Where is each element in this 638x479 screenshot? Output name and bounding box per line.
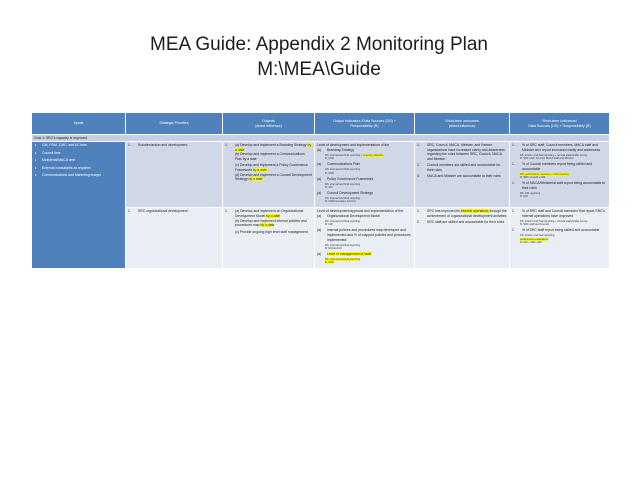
output-b: (b) Develop and implement internal policies and procedures map by a date [235,218,307,228]
list-item: ♦ GM, PDM, CMC, and AC time [42,143,123,148]
goal-label: Goal 1: SRC’s capacity is improved [32,135,610,142]
output-indicators-cell: Level of development and implementation of the (a) Branding Strategy DS: internal and final reporting + ongoing reflection R: CMC (a) Communications Plan DS: internal and final reporting R: CMC (a) Policy Governance Framework DS: internal and final reporting R: GM (a) Council Development Strategy DS: internal and final reporting R: GM/Consultant, AC/cnsl [315,141,415,207]
output-b: (b) Develop and implement a Communications Plan by a date [235,152,305,161]
short-term-outcomes-cell: 1. SRC, Council, MACA, Minister, and Partner organizations have increased clarity and awareness regarding the roles between SRC, Council, MACA, and Minister 2. Council members are skilled and accountable for their roles 3. MACA and Minister are accountable to their roles [415,141,510,207]
list-item: ♦ Communications and Marketing budget [42,173,123,178]
output-indicators-cell: Level of development/approval and implementation of the: (a) Organizational Development Model DS: internal and final reporting R: GM (a) Internal policies and procedures map developed and implemented and % of mapped policies and procedures implemented DS: internal and final reporting R: GM and AC (a) Level of management of staff DS: internal and final reporting R: GM? [315,207,415,268]
document-title [0,32,638,82]
title-line-2: M:\MEA\Guide [257,59,381,80]
short-term-outcomes-cell: 1. SRC has improved its internal operations through the achievement of organizational development activities 2. SRC staff are skilled and accountable for their roles [415,207,510,268]
strategic-priority-text: SRC organizational development [138,209,188,214]
output-a: (a) Develop and implement a Branding Strategy by a date [235,143,312,152]
outputs-cell: 1. (a) Develop and implement a Branding Strategy by a date (b) Develop and implement a Communications Plan by a date (c) Develop and implement a Policy Governance Framework by a date (d) Develop and implement a Council Development Strategy by a date [223,141,315,207]
monitoring-plan-table [31,112,609,269]
table-row-1 [32,141,610,207]
short-term-indicators-cell: 1. % of SRC staff, Council members, MACA staff and Minister who report increased clarity and awareness DS: interim and final reporting + annual stakeholder survey R: SRC staff, Council, MACA staff and Minister 1. % of Council members report being skilled and accountable DS: performance reporting + GM reporting R: SRC Council + GM 1. % of MACA/Ministerial staff report being accountable to their roles DS: GM reporting R: GM [510,141,610,207]
strategic-priority-cell: 1. SRC organizational development [126,207,223,268]
output-c: (c) Develop and implement a Policy Governance Framework by a date [235,163,308,173]
header-strategic-priorities: Strategic Priorities [126,113,223,135]
outputs-cell: 1. (a) Develop and implement an Organizational Development Model by a date (b) Develop and implement internal policies and procedures map by a date (c) Provide ongoing high level staff management [223,207,315,268]
short-term-indicators-cell: 1. % of SRC staff and Council members that report SRC’s internal operations have improved DS: interim and final reporting + annual stakeholder survey R: SRC staff and Council 1. % of SRC staff report being skilled and accountable DS: interim and final reporting, performance evaluations R: GM + SRC staff [510,207,610,268]
inputs-list [34,143,123,178]
list-item: ♦ External consultants as required [42,166,123,171]
header-short-term-outcomes: Short-term outcomes (direct influence) [415,113,510,135]
strategic-priority-cell: 1. Rolodex/action and development [126,141,223,207]
title-line-1: MEA Guide: Appendix 2 Monitoring Plan [150,34,488,55]
header-short-term-indicators: Short-term Indicators/ Data Sources (DS) + Responsibility (R) [510,113,610,135]
goal-row [32,135,610,142]
header-inputs: Inputs [32,113,126,135]
header-outputs: Outputs (direct influence) [223,113,315,135]
output-a: (a) Develop and implement an Organizational Development Model by a date [235,209,304,218]
output-d: (d) Develop and implement a Council Development Strategy by a date [235,172,312,182]
output-c: (c) Provide ongoing high level staff management [235,229,308,234]
list-item: ♦ Council time [42,151,123,156]
header-output-indicators: Output Indicators /Data Sources (DS) + Responsibility (R) [315,113,415,135]
list-item: ♦ Ministerial/MACA time [42,158,123,163]
strategic-priority-text: Rolodex/action and development [138,143,188,148]
monitoring-plan-table-container [31,112,609,418]
inputs-cell [32,141,126,268]
header-row [32,113,610,135]
